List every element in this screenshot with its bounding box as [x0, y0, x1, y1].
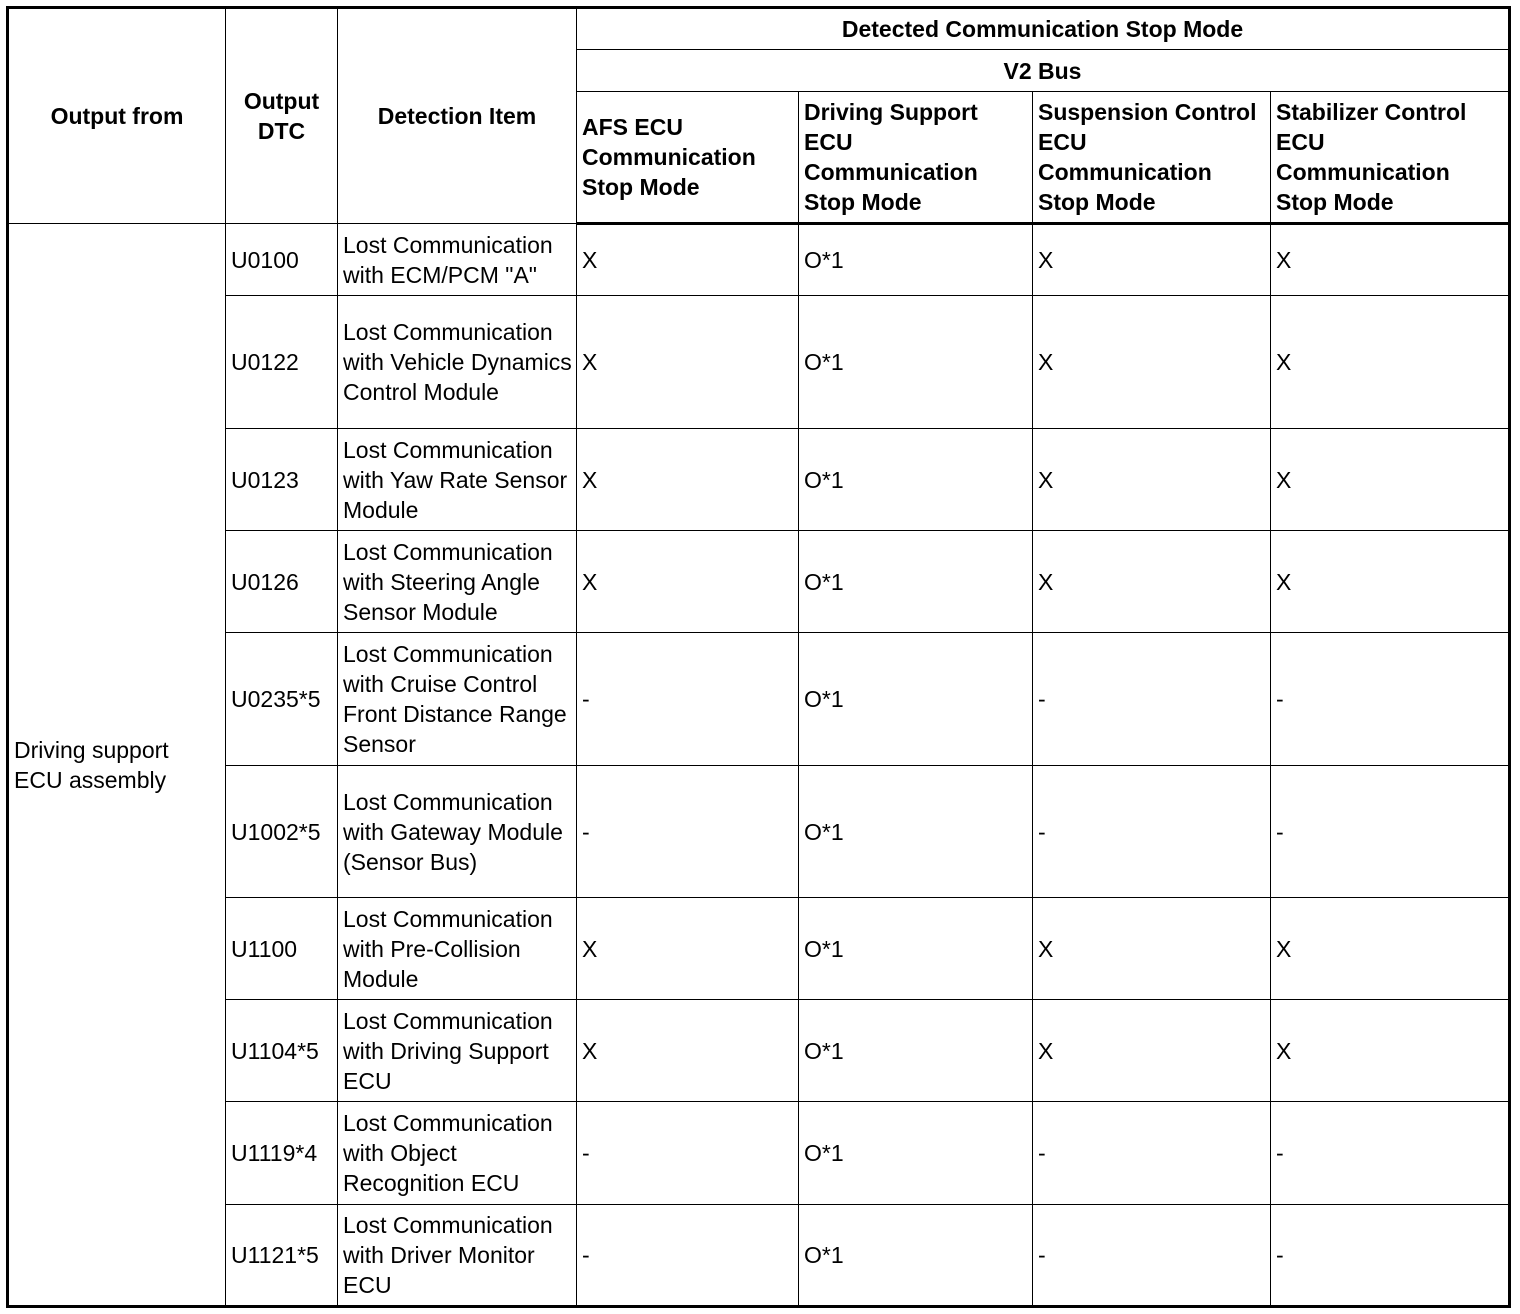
- table-row: [8, 898, 1510, 1000]
- header-driving-support-ecu-stop-mode: Driving Support ECU Communication Stop Mode: [799, 92, 1033, 224]
- dtc-code: U1121*5: [226, 1205, 338, 1307]
- table-row: [8, 1102, 1510, 1205]
- afs-mode-value: X: [577, 429, 799, 531]
- header-v2-bus: V2 Bus: [577, 50, 1510, 92]
- afs-mode-value: X: [577, 296, 799, 429]
- afs-mode-value: X: [577, 224, 799, 296]
- dtc-code: U1104*5: [226, 1000, 338, 1102]
- table-row: [8, 766, 1510, 898]
- detection-item: Lost Communication with Yaw Rate Sensor Module: [338, 429, 577, 531]
- driving-support-mode-value: O*1: [799, 766, 1033, 898]
- detection-item: Lost Communication with ECM/PCM "A": [338, 224, 577, 296]
- table-row: [8, 429, 1510, 531]
- suspension-mode-value: -: [1033, 1102, 1271, 1205]
- driving-support-mode-value: O*1: [799, 296, 1033, 429]
- stabilizer-mode-value: X: [1271, 296, 1510, 429]
- driving-support-mode-value: O*1: [799, 898, 1033, 1000]
- afs-mode-value: X: [577, 898, 799, 1000]
- dtc-code: U1002*5: [226, 766, 338, 898]
- table-row: [8, 531, 1510, 633]
- header-output-dtc-text: Output DTC: [243, 88, 320, 144]
- stabilizer-mode-value: X: [1271, 429, 1510, 531]
- detection-item: Lost Communication with Gateway Module (Sensor Bus): [338, 766, 577, 898]
- output-from-cell: Driving support ECU assembly: [8, 224, 226, 1307]
- stabilizer-mode-value: -: [1271, 1205, 1510, 1307]
- header-output-dtc: [226, 8, 338, 224]
- detection-item: Lost Communication with Cruise Control Front Distance Range Sensor: [338, 633, 577, 766]
- detection-item: Lost Communication with Steering Angle Sensor Module: [338, 531, 577, 633]
- driving-support-mode-value: O*1: [799, 1102, 1033, 1205]
- header-suspension-control-ecu-stop-mode: Suspension Control ECU Communication Stop Mode: [1033, 92, 1271, 224]
- driving-support-mode-value: O*1: [799, 1205, 1033, 1307]
- stabilizer-mode-value: X: [1271, 531, 1510, 633]
- afs-mode-value: X: [577, 1000, 799, 1102]
- stabilizer-mode-value: -: [1271, 633, 1510, 766]
- suspension-mode-value: -: [1033, 633, 1271, 766]
- dtc-code: U0100: [226, 224, 338, 296]
- table-row: [8, 296, 1510, 429]
- dtc-communication-stop-table: [6, 6, 1511, 1308]
- driving-support-mode-value: O*1: [799, 633, 1033, 766]
- detection-item: Lost Communication with Object Recognition ECU: [338, 1102, 577, 1205]
- dtc-code: U0122: [226, 296, 338, 429]
- suspension-mode-value: -: [1033, 1205, 1271, 1307]
- stabilizer-mode-value: -: [1271, 766, 1510, 898]
- dtc-code: U0126: [226, 531, 338, 633]
- afs-mode-value: -: [577, 633, 799, 766]
- table-row: [8, 1205, 1510, 1307]
- table-row: [8, 633, 1510, 766]
- suspension-mode-value: X: [1033, 898, 1271, 1000]
- suspension-mode-value: -: [1033, 766, 1271, 898]
- afs-mode-value: -: [577, 1102, 799, 1205]
- stabilizer-mode-value: X: [1271, 1000, 1510, 1102]
- suspension-mode-value: X: [1033, 531, 1271, 633]
- stabilizer-mode-value: X: [1271, 224, 1510, 296]
- afs-mode-value: X: [577, 531, 799, 633]
- driving-support-mode-value: O*1: [799, 1000, 1033, 1102]
- detection-item: Lost Communication with Driving Support ECU: [338, 1000, 577, 1102]
- dtc-code: U0123: [226, 429, 338, 531]
- afs-mode-value: -: [577, 766, 799, 898]
- suspension-mode-value: X: [1033, 224, 1271, 296]
- table-row: [8, 224, 1510, 296]
- driving-support-mode-value: O*1: [799, 429, 1033, 531]
- header-output-from: Output from: [8, 8, 226, 224]
- suspension-mode-value: X: [1033, 1000, 1271, 1102]
- driving-support-mode-value: O*1: [799, 531, 1033, 633]
- stabilizer-mode-value: -: [1271, 1102, 1510, 1205]
- driving-support-mode-value: O*1: [799, 224, 1033, 296]
- suspension-mode-value: X: [1033, 296, 1271, 429]
- detection-item: Lost Communication with Pre-Collision Module: [338, 898, 577, 1000]
- header-detection-item: Detection Item: [338, 8, 577, 224]
- header-detected-communication-stop-mode: Detected Communication Stop Mode: [577, 8, 1510, 50]
- detection-item: Lost Communication with Vehicle Dynamics Control Module: [338, 296, 577, 429]
- header-stabilizer-control-ecu-stop-mode: Stabilizer Control ECU Communication Stop Mode: [1271, 92, 1510, 224]
- stabilizer-mode-value: X: [1271, 898, 1510, 1000]
- detection-item: Lost Communication with Driver Monitor ECU: [338, 1205, 577, 1307]
- dtc-code: U1100: [226, 898, 338, 1000]
- table-row: [8, 1000, 1510, 1102]
- header-afs-ecu-stop-mode: AFS ECU Communication Stop Mode: [577, 92, 799, 224]
- suspension-mode-value: X: [1033, 429, 1271, 531]
- afs-mode-value: -: [577, 1205, 799, 1307]
- dtc-code: U0235*5: [226, 633, 338, 766]
- dtc-code: U1119*4: [226, 1102, 338, 1205]
